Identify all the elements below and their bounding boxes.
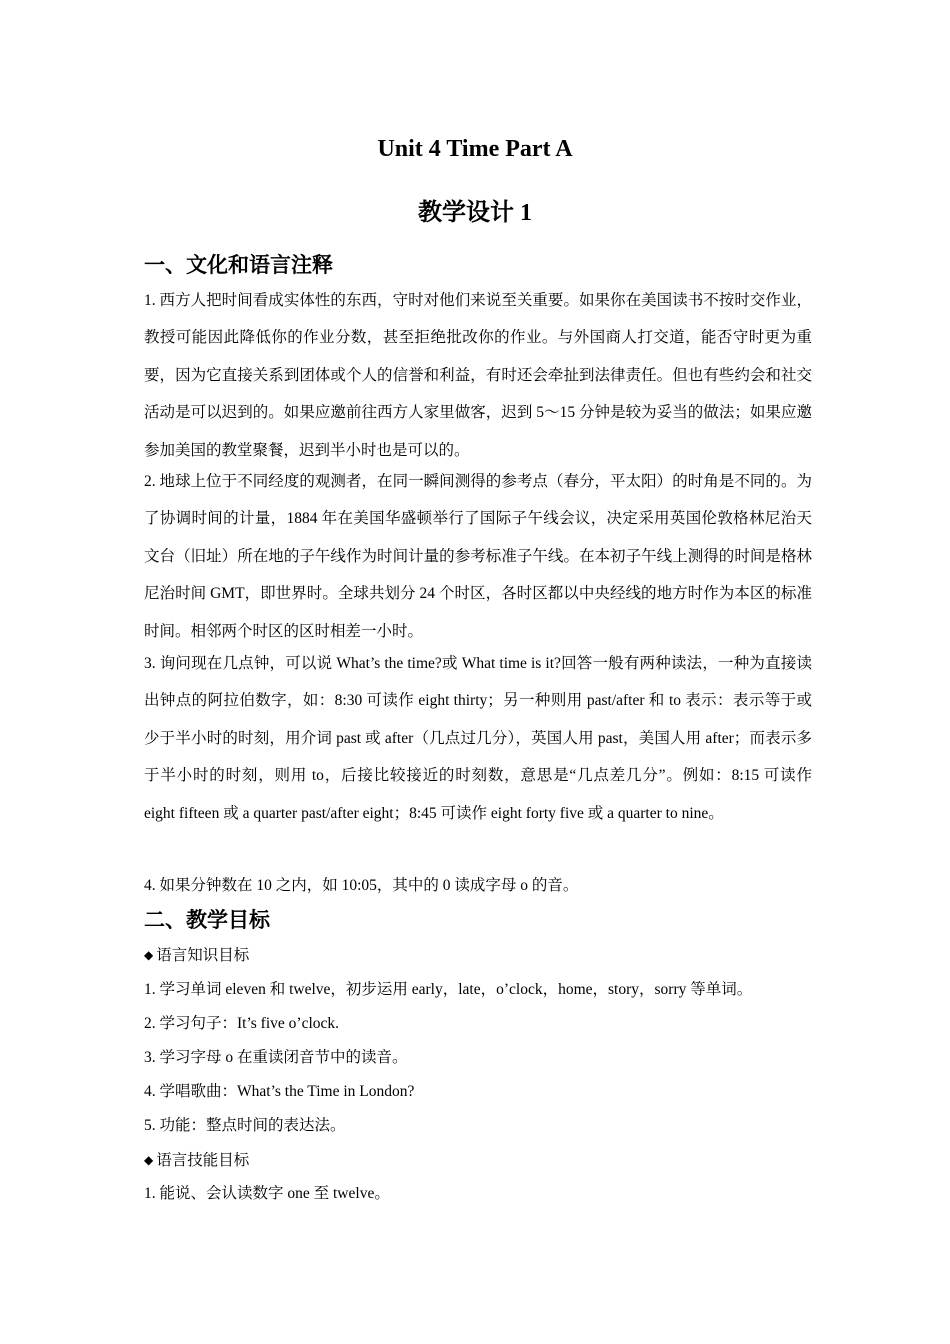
- culture-paragraph-3: 3. 询问现在几点钟，可以说 What’s the time?或 What time is it?回答一般有两种读法，一种为直接读出钟点的阿拉伯数字，如：8:30 可读作 eight thirty；另一种则用 past/after 和 to 表示：表示等于或少于半小时的时刻，用介词 past 或 after（几点过几分），英国人用 past，美国人用 after；而表示多于半小时的时刻，则用 to，后接比较接近的时刻数，意思是“几点差几分”。例如：8:15 可读作 eight fifteen 或 a quarter past/after eight；8:45 可读作 eight forty five 或 a quarter to nine。: [144, 655, 812, 822]
- knowledge-item: 1. 学习单词 eleven 和 twelve，初步运用 early，late，o’clock，home，story，sorry 等单词。: [144, 981, 753, 998]
- knowledge-item: 5. 功能：整点时间的表达法。: [144, 1117, 346, 1134]
- diamond-bullet-icon: ◆: [144, 1153, 154, 1167]
- section-heading-objectives: 二、教学目标: [144, 908, 270, 932]
- knowledge-label-text: 语言知识目标: [156, 947, 250, 964]
- document-subtitle: 教学设计 1: [418, 200, 532, 226]
- culture-paragraph-2: 2. 地球上位于不同经度的观测者，在同一瞬间测得的参考点（春分，平太阳）的时角是不同的。为了协调时间的计量，1884 年在美国华盛顿举行了国际子午线会议，决定采用英国伦敦格林尼治天文台（旧址）所在地的子午线作为时间计量的参考标准子午线。在本初子午线上测得的时间是格林尼治时间 GMT，即世界时。全球共划分 24 个时区，各时区都以中央经线的地方时作为本区的标准时间。相邻两个时区的区时相差一小时。: [144, 473, 812, 640]
- knowledge-objectives-label: [144, 944, 249, 967]
- document-title: Unit 4 Time Part A: [377, 136, 573, 162]
- knowledge-item: 3. 学习字母 o 在重读闭音节中的读音。: [144, 1049, 408, 1066]
- skill-label-text: 语言技能目标: [156, 1152, 250, 1169]
- culture-paragraph-1: 1. 西方人把时间看成实体性的东西，守时对他们来说至关重要。如果你在美国读书不按时交作业，教授可能因此降低你的作业分数，甚至拒绝批改你的作业。与外国商人打交道，能否守时更为重要，因为它直接关系到团体或个人的信誉和利益，有时还会牵扯到法律责任。但也有些约会和社交活动是可以迟到的。如果应邀前往西方人家里做客，迟到 5～15 分钟是较为妥当的做法；如果应邀参加美国的教堂聚餐，迟到半小时也是可以的。: [144, 292, 812, 459]
- diamond-bullet-icon: ◆: [144, 948, 154, 962]
- knowledge-item: 4. 学唱歌曲：What’s the Time in London?: [144, 1083, 415, 1100]
- section-heading-culture: 一、文化和语言注释: [144, 253, 333, 277]
- knowledge-item: 2. 学习句子：It’s five o’clock.: [144, 1015, 340, 1032]
- skill-item: 1. 能说、会认读数字 one 至 twelve。: [144, 1185, 390, 1202]
- skill-objectives-label: [144, 1149, 249, 1172]
- culture-paragraph-4: 4. 如果分钟数在 10 之内，如 10:05，其中的 0 读成字母 o 的音。: [144, 877, 579, 894]
